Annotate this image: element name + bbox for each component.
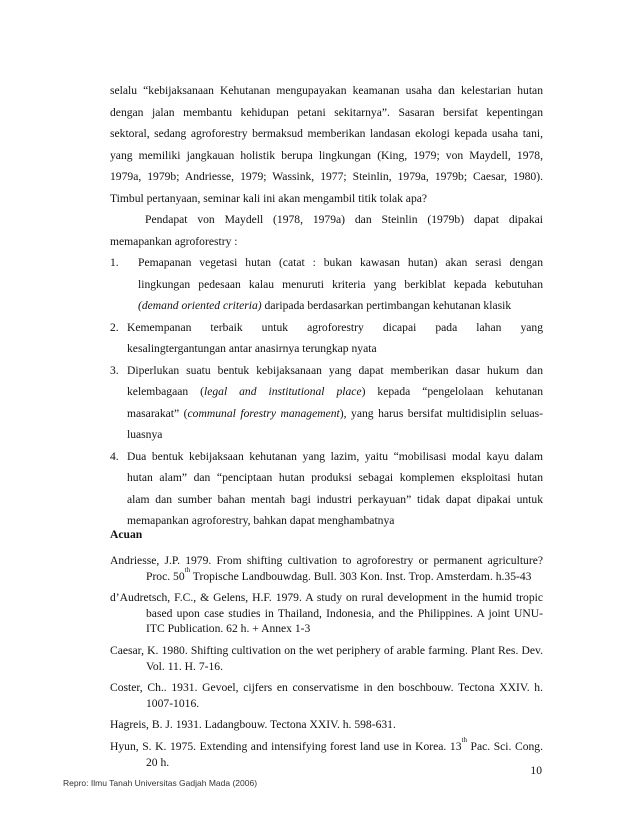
reference-text: Tropische Landbouwdag. Bull. 303 Kon. Inst. Trop. Amsterdam. h.35-43 — [190, 569, 532, 583]
list-line: Diperlukan suatu bentuk kebijaksanaan yang dapat memberikan dasar hukum dan — [127, 363, 543, 377]
italic-term: communal forestry management — [187, 406, 340, 420]
reference-list — [110, 553, 543, 776]
superscript: th — [461, 735, 467, 744]
reference-text: Hyun, S. K. 1975. Extending and intensifying forest land use in Korea. 13 — [110, 739, 462, 753]
list-item — [110, 252, 543, 317]
reference-item — [110, 735, 544, 770]
paragraph-line: dengan jalan membantu kehidupan petani sekitarnya”. Sasaran bersifat kepentingan — [110, 105, 543, 119]
superscript: th — [184, 565, 191, 574]
reference-item — [110, 590, 543, 637]
reference-text: Andriesse, J.P. 1979. From shifting cultivation to agroforestry or permanent agriculture? Proc. 50 — [110, 554, 543, 583]
list-text: ), yang harus bersifat multidisiplin seluas- — [339, 406, 544, 420]
list-line — [138, 295, 543, 317]
list-number: 1. — [110, 256, 119, 269]
list-line: Dua bentuk kebijaksaan kehutanan yang lazim, yaitu “mobilisasi modal kayu dalam — [127, 449, 543, 463]
list-text: kelembagaan ( — [127, 385, 204, 398]
reference-item — [110, 553, 543, 584]
list-line: kesalingtergantungan antar anasirnya terungkap nyata — [127, 342, 377, 355]
list-line — [127, 403, 543, 425]
paragraph-line: selalu “kebijaksanaan Kehutanan mengupayakan keamanan usaha dan kelestarian hutan — [110, 84, 543, 97]
list-line: Kemempanan terbaik untuk agroforestry dicapai pada lahan yang — [127, 320, 543, 334]
paragraph-line: Timbul pertanyaan, seminar kali ini akan mengambil titik tolak apa? — [110, 191, 428, 205]
list-number: 2. — [110, 320, 119, 334]
section-heading: Acuan — [110, 528, 143, 541]
list-line: luasnya — [127, 428, 163, 441]
list-item — [110, 446, 543, 532]
list-line: hutan alam” dan “penciptaan hutan produksi sebagai komplemen eksploitasi hutan — [127, 471, 543, 484]
reference-text: Hagreis, B. J. 1931. Ladangbouw. Tectona XXIV. h. 598-631. — [110, 718, 396, 732]
reference-text: Coster, Ch.. 1931. Gevoel, cijfers en conservatisme in den boschbouw. Tectona XXIV. h. 1007-1016. — [110, 681, 543, 710]
paragraph-line: yang memiliki jangkauan holistik berupa lingkungan (King, 1979; von Maydell, 1978, — [110, 148, 543, 162]
list-number: 4. — [110, 449, 119, 463]
list-line: alam dan sumber bahan mentah bagi industri perkayuan” tidak dapat dipakai untuk — [127, 492, 543, 506]
reference-item — [110, 643, 543, 674]
paragraph-line: sektoral, sedang agroforestry bermaksud memberikan landasan ekologi kepada usaha tani, — [110, 127, 543, 140]
list-text: masarakat” ( — [127, 406, 188, 420]
list-line — [127, 381, 543, 403]
reference-text: Caesar, K. 1980. Shifting cultivation on the wet periphery of arable farming. Plant Res. Dev. Vol. 11. H. 7-16. — [110, 643, 543, 673]
list-item — [110, 317, 543, 360]
reference-item — [110, 680, 543, 711]
list-line: Pemapanan vegetasi hutan (catat : bukan kawasan hutan) akan serasi dengan — [138, 256, 543, 269]
reference-text: Pac. Sci. Cong. 20 h. — [146, 739, 544, 769]
paragraph-line: Pendapat von Maydell (1978, 1979a) dan Steinlin (1979b) dapat dipakai — [145, 213, 543, 226]
paragraph-2 — [110, 209, 543, 252]
paragraph-1 — [110, 80, 543, 209]
footer-credit: Repro: Ilmu Tanah Universitas Gadjah Mada (2006) — [63, 778, 258, 788]
list-number: 3. — [110, 363, 119, 377]
paragraph-line: 1979a, 1979b; Andriesse, 1979; Wassink, 1977; Steinlin, 1979a, 1979b; Caesar, 1980). — [110, 170, 543, 183]
list-text: ) kepada “pengelolaan kehutanan — [361, 385, 543, 398]
list-text: daripada berdasarkan pertimbangan kehutanan klasik — [261, 299, 512, 312]
reference-item — [110, 717, 543, 733]
list-item — [110, 360, 543, 446]
criteria-list — [110, 252, 543, 532]
italic-term: legal and institutional place — [203, 385, 362, 398]
list-line: lingkungan pedesaan kalau menuruti kriteria yang berkiblat kepada kebutuhan — [138, 277, 543, 291]
list-line: memapankan agroforestry, bahkan dapat menghambatnya — [127, 514, 395, 527]
page-number: 10 — [530, 764, 542, 777]
reference-text: d’Audretsch, F.C., & Gelens, H.F. 1979. A study on rural development in the humid tropic based upon case studies in Thailand, Indonesia, and the Philippines. A joint UNU-ITC Publication. 62 h. + Annex 1-3 — [110, 591, 543, 636]
paragraph-line: memapankan agroforestry : — [110, 234, 238, 248]
italic-term: (demand oriented criteria) — [138, 299, 262, 312]
